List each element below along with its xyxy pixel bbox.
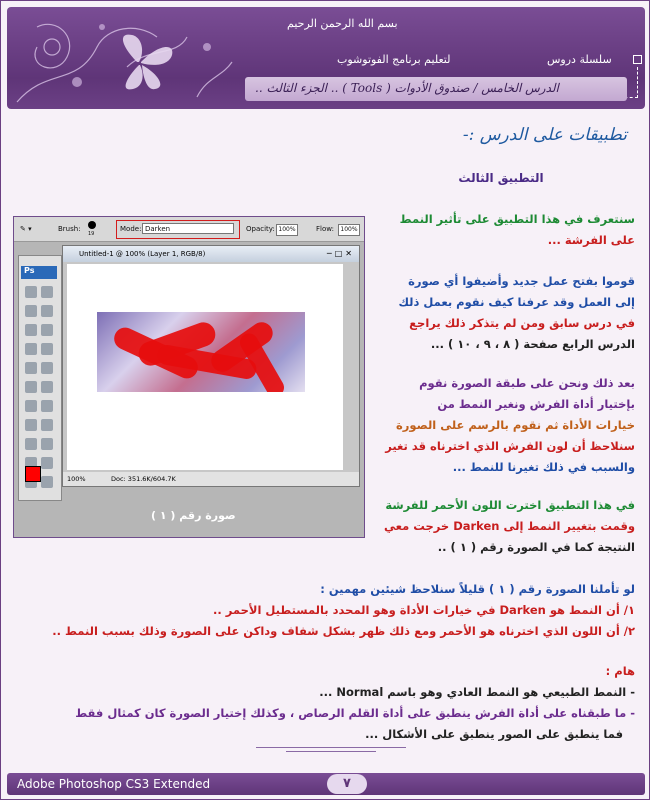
paragraph-3	[377, 373, 635, 478]
paragraph-line: النتيجة كما في الصورة رقم ( ١ ) ..	[437, 540, 635, 554]
paragraph-line: إلى العمل وقد عرفنا كيف نقوم بعمل ذلك	[398, 295, 635, 309]
paragraph-line: على الفرشة ...	[547, 233, 635, 247]
mode-label: Mode:	[120, 225, 142, 233]
brush-tool-icon: ✎ ▾	[20, 225, 32, 233]
subtitle: التطبيق الثالث	[458, 171, 544, 185]
basmala-text: بسم الله الرحمن الرحيم	[287, 17, 398, 30]
paragraph-line: الدرس الرابع صفحة ( ٨ ، ٩ ، ١٠ ) ...	[430, 337, 635, 351]
paragraph-line: سنلاحظ أن لون الفرش الذي اخترناه قد تغير	[385, 439, 635, 453]
mode-select[interactable]: Darken	[142, 223, 234, 234]
eyedropper-icon[interactable]	[41, 457, 53, 469]
note-1: ١/ أن النمط هو Darken في خيارات الأداة وهو المحدد بالمستطيل الأحمر ..	[213, 603, 635, 617]
magic-wand-icon[interactable]	[41, 305, 53, 317]
tool-options-bar	[14, 217, 364, 242]
opacity-label: Opacity:	[246, 225, 275, 233]
flow-label: Flow:	[316, 225, 334, 233]
paragraph-line: بعد ذلك ونحن على طبقة الصورة نقوم	[419, 376, 635, 390]
paragraph-line: وقمت بتغيير النمط إلى Darken خرجت معي	[384, 519, 635, 533]
photoshop-logo: Ps	[21, 266, 57, 279]
brush-size: 19	[88, 231, 95, 237]
floral-ornament-icon	[7, 7, 237, 109]
paragraph-line: في درس سابق ومن لم يتذكر ذلك يراجع	[409, 316, 635, 330]
lasso-tool-icon[interactable]	[25, 305, 37, 317]
divider	[286, 751, 376, 752]
series-title: لتعليم برنامج الفوتوشوب	[337, 53, 451, 66]
stamp-tool-icon[interactable]	[25, 362, 37, 374]
divider	[256, 747, 406, 748]
document-status-bar	[63, 472, 359, 486]
tools-panel	[18, 255, 62, 501]
blur-tool-icon[interactable]	[25, 400, 37, 412]
canvas[interactable]	[67, 264, 343, 470]
opacity-field[interactable]: 100%	[276, 224, 298, 236]
path-select-icon[interactable]	[25, 438, 37, 450]
notes-lead: لو تأملنا الصورة رقم ( ١ ) قليلاً سنلاحظ شيئين مهمين :	[320, 582, 635, 596]
brush-label: Brush:	[58, 225, 81, 233]
header-banner	[7, 7, 645, 109]
brush-tool-icon[interactable]	[41, 343, 53, 355]
marquee-tool-icon[interactable]	[25, 286, 37, 298]
paragraph-1	[377, 209, 635, 251]
photoshop-screenshot	[13, 216, 365, 538]
paragraph-line: خيارات الأداة ثم نقوم بالرسم على الصورة	[396, 418, 635, 432]
crop-tool-icon[interactable]	[25, 324, 37, 336]
paragraph-2	[377, 271, 635, 355]
important-1: - النمط الطبيعي هو النمط العادي وهو باسم Normal ...	[319, 685, 635, 699]
history-brush-icon[interactable]	[41, 362, 53, 374]
doc-info: Doc: 351.6K/604.7K	[111, 475, 176, 483]
document-title: Untitled-1 @ 100% (Layer 1, RGB/8)	[63, 246, 359, 262]
slice-tool-icon[interactable]	[41, 324, 53, 336]
shape-tool-icon[interactable]	[41, 438, 53, 450]
window-controls-icon[interactable]: ─□✕	[326, 249, 355, 258]
important-3: فما ينطبق على الصور ينطبق على الأشكال ...	[365, 727, 623, 741]
foreground-color-swatch[interactable]	[25, 466, 41, 482]
important-2: - ما طبقناه على أداة الفرش ينطبق على أداة القلم الرصاص ، وكذلك إختيار الصورة كان كمثال فقط	[75, 706, 635, 720]
paragraph-line: قوموا بفتح عمل جديد وأضيفوا أي صورة	[408, 274, 635, 288]
paragraph-4	[377, 495, 635, 558]
square-bullet-icon	[633, 55, 642, 64]
app-name: Adobe Photoshop CS3 Extended	[17, 777, 211, 791]
type-tool-icon[interactable]	[41, 419, 53, 431]
pen-tool-icon[interactable]	[25, 419, 37, 431]
dodge-tool-icon[interactable]	[41, 400, 53, 412]
paragraph-line: والسبب في ذلك تغيرنا للنمط ...	[452, 460, 635, 474]
paragraph-line: في هذا التطبيق اخترت اللون الأحمر للفرشة	[385, 498, 635, 512]
brush-preview-icon	[88, 221, 96, 229]
page-number: ٧	[327, 774, 367, 794]
eraser-tool-icon[interactable]	[25, 381, 37, 393]
important-label: هام :	[605, 664, 635, 678]
zoom-level: 100%	[67, 475, 86, 483]
paragraph-line: بإختيار أداة الفرش ونغير النمط من	[437, 397, 635, 411]
move-tool-icon[interactable]	[41, 286, 53, 298]
figure-caption: صورة رقم ( ١ )	[151, 509, 236, 522]
note-2: ٢/ أن اللون الذي اخترناه هو الأحمر ومع ذلك ظهر بشكل شفاف وداكن على الصورة وذلك بسبب النمط ..	[52, 624, 635, 638]
paragraph-line: سنتعرف في هذا التطبيق على تأثير النمط	[399, 212, 635, 226]
section-title: تطبيقات على الدرس :-	[462, 125, 627, 145]
healing-tool-icon[interactable]	[25, 343, 37, 355]
tool-grid	[23, 284, 59, 493]
flow-field[interactable]: 100%	[338, 224, 360, 236]
zoom-tool-icon[interactable]	[41, 476, 53, 488]
footer-bar	[7, 773, 645, 795]
series-name: سلسلة دروس	[547, 53, 612, 66]
canvas-image	[97, 312, 305, 392]
breadcrumb: الدرس الخامس / صندوق الأدوات ( Tools ) .. الجزء الثالث ..	[255, 81, 559, 95]
document-window	[62, 245, 360, 487]
gradient-tool-icon[interactable]	[41, 381, 53, 393]
